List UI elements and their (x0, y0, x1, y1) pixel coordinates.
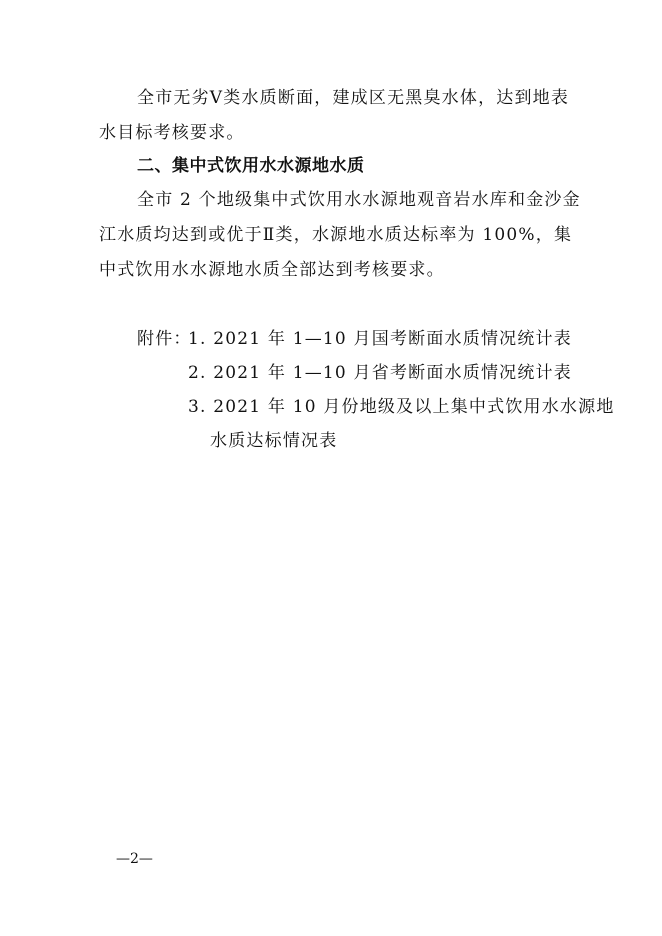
section2-line2: 江水质均达到或优于Ⅱ类，水源地水质达标率为 100%，集 (99, 225, 573, 245)
page-number: —2— (116, 851, 153, 867)
section2-line3: 中式饮用水水源地水质全部达到考核要求。 (99, 260, 445, 280)
paragraph1-line2: 水目标考核要求。 (99, 123, 245, 143)
attachment-item-1: 1. 2021 年 1—10 月国考断面水质情况统计表 (188, 329, 572, 349)
attachment-item-3-line1: 3. 2021 年 10 月份地级及以上集中式饮用水水源地 (188, 397, 615, 417)
paragraph1-line1: 全市无劣Ⅴ类水质断面，建成区无黑臭水体，达到地表 (137, 88, 570, 108)
attachment-item-3-line2: 水质达标情况表 (210, 431, 338, 451)
section2-heading: 二、集中式饮用水水源地水质 (137, 156, 365, 176)
section2-line1: 全市 2 个地级集中式饮用水水源地观音岩水库和金沙金 (137, 190, 581, 210)
attachment-item-2: 2. 2021 年 1—10 月省考断面水质情况统计表 (188, 363, 572, 383)
attachments-label: 附件： (137, 329, 192, 349)
